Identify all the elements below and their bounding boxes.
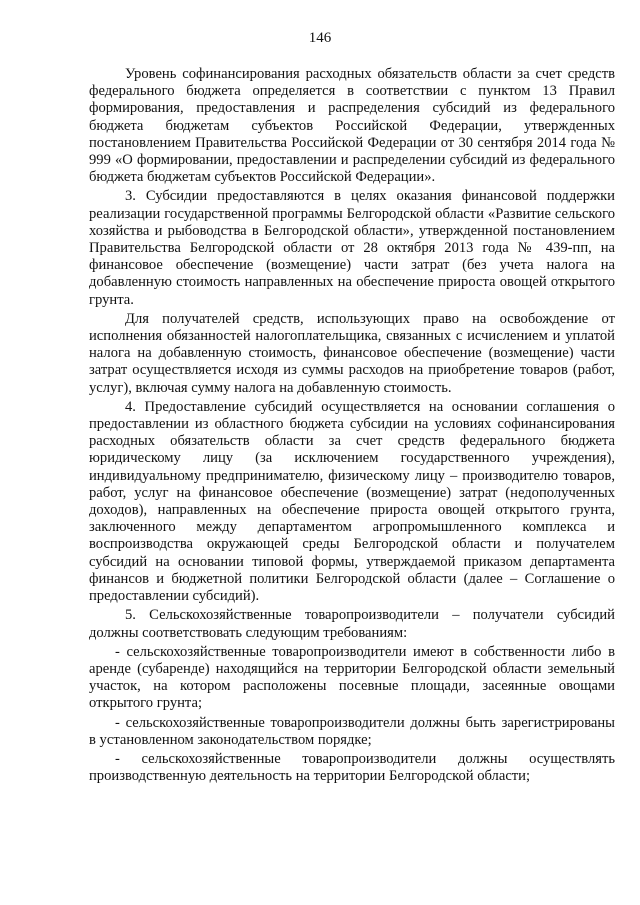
page-number: 146 [308, 30, 332, 46]
paragraph-clause-4: 4. Предоставление субсидий осуществляется на основании соглашения о предоставлении из областного бюджета субсидии на условиях софинансирования расходных обязательств области за счет средств федерального бюджета юридическому лицу (за исключением государственного учреждения), индивидуальному предпринимателю, физическому лицу – производителю товаров, работ, услуг на финансовое обеспечение (возмещение) затрат (недополученных доходов), направленных на обеспечение прироста овощей открытого грунта, заключенного между департаментом агропромышленного комплекса и воспроизводства окружающей среды Белгородской области и получателем субсидий на основании типовой формы, утверждаемой приказом департамента финансов и бюджетной политики Белгородской области (далее – Соглашение о предоставлении субсидий). [89, 398, 615, 605]
paragraph-clause-3: 3. Субсидии предоставляются в целях оказания финансовой поддержки реализации государственной программы Белгородской области «Развитие сельского хозяйства и рыбоводства в Белгородской области», утвержденной постановлением Правительства Белгородской области от 28 октября 2013 года № 439-пп, на финансовое обеспечение (возмещение) части затрат (без учета налога на добавленную стоимость направленных на обеспечение прироста овощей открытого грунта. [89, 188, 615, 308]
document-body [89, 66, 615, 785]
paragraph-vat-exemption: Для получателей средств, использующих право на освобождение от исполнения обязанностей налогоплательщика, связанных с исчислением и уплатой налога на добавленную стоимость, финансовое обеспечение (возмещение) части затрат осуществляется исходя из суммы расходов на приобретение товаров (работ, услуг), включая сумму налога на добавленную стоимость. [89, 310, 615, 396]
paragraph-cofinancing-level: Уровень софинансирования расходных обязательств области за счет средств федерального бюджета определяется в соответствии с пунктом 13 Правил формирования, предоставления и распределения субсидий из федерального бюджета бюджетам субъектов Российской Федерации, утвержденных постановлением Правительства Российской Федерации от 30 сентября 2014 года № 999 «О формировании, предоставлении и распределении субсидий из федерального бюджета бюджетам субъектов Российской Федерации». [89, 66, 615, 186]
list-item-registration: - сельскохозяйственные товаропроизводители должны быть зарегистрированы в установленном законодательством порядке; [89, 714, 615, 748]
list-item-land-plot: - сельскохозяйственные товаропроизводители имеют в собственности либо в аренде (субаренде) находящийся на территории Белгородской области земельный участок, на котором расположены посевные площади, засеянные овощами открытого грунта; [89, 643, 615, 712]
list-item-territory: - сельскохозяйственные товаропроизводители должны осуществлять производственную деятельность на территории Белгородской области; [89, 750, 615, 785]
paragraph-clause-5: 5. Сельскохозяйственные товаропроизводители – получатели субсидий должны соответствовать следующим требованиям: [89, 607, 615, 641]
